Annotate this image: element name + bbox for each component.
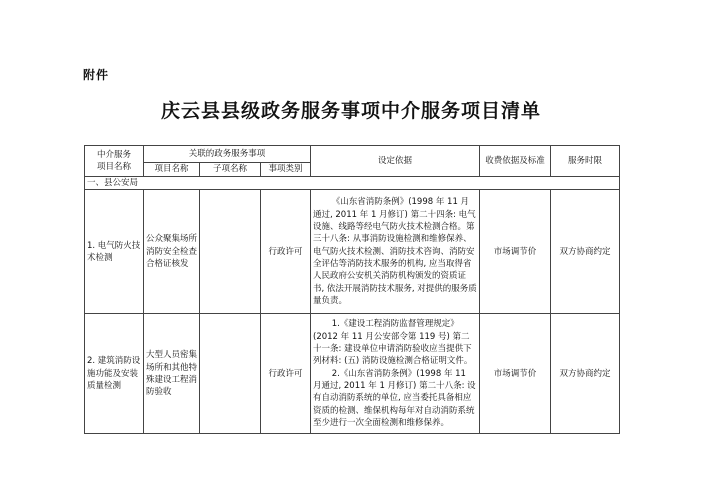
table-row (85, 190, 620, 314)
header-project-name: 项目名称 (144, 163, 200, 177)
header-agency-service-line1: 中介服务 (96, 149, 131, 160)
basis-paragraph: 1.《建设工程消防监督管理规定》(2012 年 11 月公安部令第 119 号) 第二十一条: 建设单位申请消防验收应当提供下列材料: (五) 消防设施检测合格证明文件。 (313, 319, 473, 367)
basis-cell (311, 314, 480, 434)
item-type-cell: 行政许可 (261, 314, 311, 434)
agency-item-cell: 2. 建筑消防设施功能及安装质量检测 (85, 314, 144, 434)
service-items-table (84, 145, 620, 434)
gov-item-cell: 公众聚集场所消防安全检查合格证核发 (144, 190, 200, 314)
header-related-gov-service: 关联的政务服务事项 (144, 146, 311, 163)
time-limit-cell: 双方协商约定 (551, 314, 620, 434)
basis-cell (311, 190, 480, 314)
header-agency-item-name: 项目名称 (96, 162, 131, 172)
header-time-limit: 服务时限 (551, 146, 620, 177)
gov-item-cell: 大型人员密集场所和其他特殊建设工程消防验收 (144, 314, 200, 434)
document-title: 庆云县县级政务服务事项中介服务项目清单 (160, 100, 541, 122)
fee-cell: 市场调节价 (480, 190, 551, 314)
header-basis: 设定依据 (311, 146, 480, 177)
basis-paragraph: 2.《山东省消防条例》(1998 年 11 月通过, 2011 年 1 月修订) 第二十八条: 设有自动消防系统的单位, 应当委托具备相应资质的检测、维保机构每年对自动消防系统至少进行一次全面检测和维修保养。 (313, 368, 476, 428)
category-row (85, 177, 620, 190)
attachment-label: 附件 (83, 68, 110, 82)
header-fee-basis: 收费依据及标准 (480, 146, 551, 177)
time-limit-cell: 双方协商约定 (551, 190, 620, 314)
basis-paragraph: 《山东省消防条例》(1998 年 11 月通过, 2011 年 1 月修订) 第二十四条: 电气设施、线路等经电气防火技术检测合格。第三十八条: 从事消防设施检测和维修保养、电气防火技术检测、消防技术咨询、消防安全评估等消防技术服务的机构, 应当取得省人民政府公安机关消防机构颁发的资质证书, 依法开展消防技术服务, 对提供的服务质量负责。 (313, 197, 477, 306)
header-row-1 (85, 146, 620, 163)
category-label: 一、县公安局 (85, 177, 620, 190)
sub-item-cell (200, 190, 261, 314)
sub-item-cell (200, 314, 261, 434)
header-sub-item-name: 子项名称 (200, 163, 261, 177)
agency-item-cell: 1. 电气防火技术检测 (85, 190, 144, 314)
fee-cell: 市场调节价 (480, 314, 551, 434)
table-row (85, 314, 620, 434)
item-type-cell: 行政许可 (261, 190, 311, 314)
header-agency-service (85, 146, 144, 177)
header-item-category: 事项类别 (261, 163, 311, 177)
